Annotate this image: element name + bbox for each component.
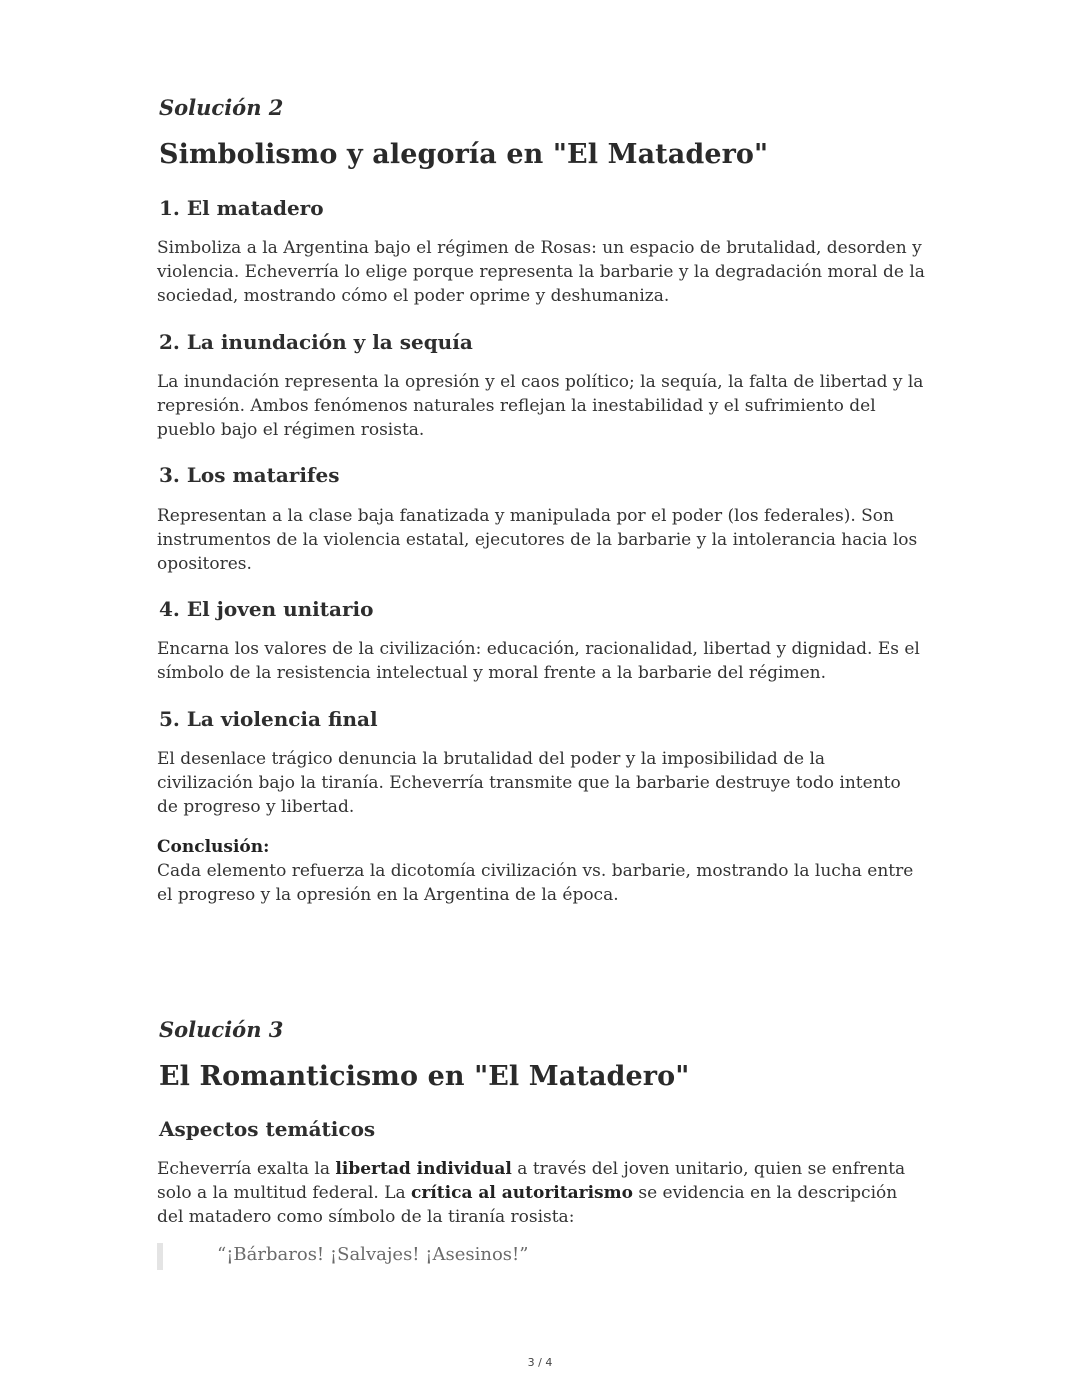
para-text-1: Echeverría exalta la xyxy=(157,1159,336,1179)
subheading-aspectos-tematicos: Aspectos temáticos xyxy=(159,1117,376,1141)
section-heading-violencia-final: 5. La violencia final xyxy=(159,707,378,731)
para-bold-critica: crítica al autoritarismo xyxy=(411,1183,633,1203)
section-text-joven-unitario: Encarna los valores de la civilización: educación, racionalidad, libertad y dignidad. Es el símbolo de la resistencia intelectual y moral frente a la barbarie del régimen. xyxy=(157,639,920,683)
section-text-inundacion: La inundación representa la opresión y el caos político; la sequía, la falta de libertad y la represión. Ambos fenómenos naturales reflejan la inestabilidad y el sufrimiento del pueblo bajo el régimen rosista. xyxy=(157,372,924,440)
solution-3-title: El Romanticismo en "El Matadero" xyxy=(159,1061,690,1092)
section-heading-joven-unitario: 4. El joven unitario xyxy=(159,597,374,621)
blockquote-bar xyxy=(157,1243,163,1270)
section-text-violencia-final: El desenlace trágico denuncia la brutalidad del poder y la imposibilidad de la civilización bajo la tiranía. Echeverría transmite que la barbarie destruye todo intento de progreso y libertad. xyxy=(157,749,901,817)
conclusion-label: Conclusión: xyxy=(157,837,270,857)
section-text-matadero: Simboliza a la Argentina bajo el régimen de Rosas: un espacio de brutalidad, desorden y violencia. Echeverría lo elige porque representa la barbarie y la degradación moral de la sociedad, mostrando cómo el poder oprime y deshumaniza. xyxy=(157,238,925,306)
section-text-matarifes: Representan a la clase baja fanatizada y manipulada por el poder (los federales). Son instrumentos de la violencia estatal, ejecutores de la barbarie y la intolerancia hacia los opositores. xyxy=(157,506,918,574)
para-bold-libertad: libertad individual xyxy=(335,1159,512,1179)
page-number: 3 / 4 xyxy=(527,1356,553,1369)
solution-2-label: Solución 2 xyxy=(159,95,284,120)
quote-text: “¡Bárbaros! ¡Salvajes! ¡Asesinos!” xyxy=(217,1244,529,1265)
solution-3-label: Solución 3 xyxy=(159,1017,284,1042)
section-heading-matarifes: 3. Los matarifes xyxy=(159,463,340,487)
section-heading-inundacion: 2. La inundación y la sequía xyxy=(159,330,473,354)
conclusion-block xyxy=(157,835,925,907)
para-text-3: se evidencia en la descripción del matadero como símbolo de la tiranía rosista: xyxy=(157,1183,898,1227)
para-text-2: a través del joven unitario, quien se enfrenta solo a la multitud federal. La xyxy=(157,1159,906,1203)
blockquote xyxy=(157,1243,657,1270)
solution-2-title: Simbolismo y alegoría en "El Matadero" xyxy=(159,139,769,170)
romanticismo-paragraph xyxy=(157,1157,925,1229)
conclusion-text: Cada elemento refuerza la dicotomía civilización vs. barbarie, mostrando la lucha entre el progreso y la opresión en la Argentina de la época. xyxy=(157,861,914,905)
section-heading-matadero: 1. El matadero xyxy=(159,196,324,220)
